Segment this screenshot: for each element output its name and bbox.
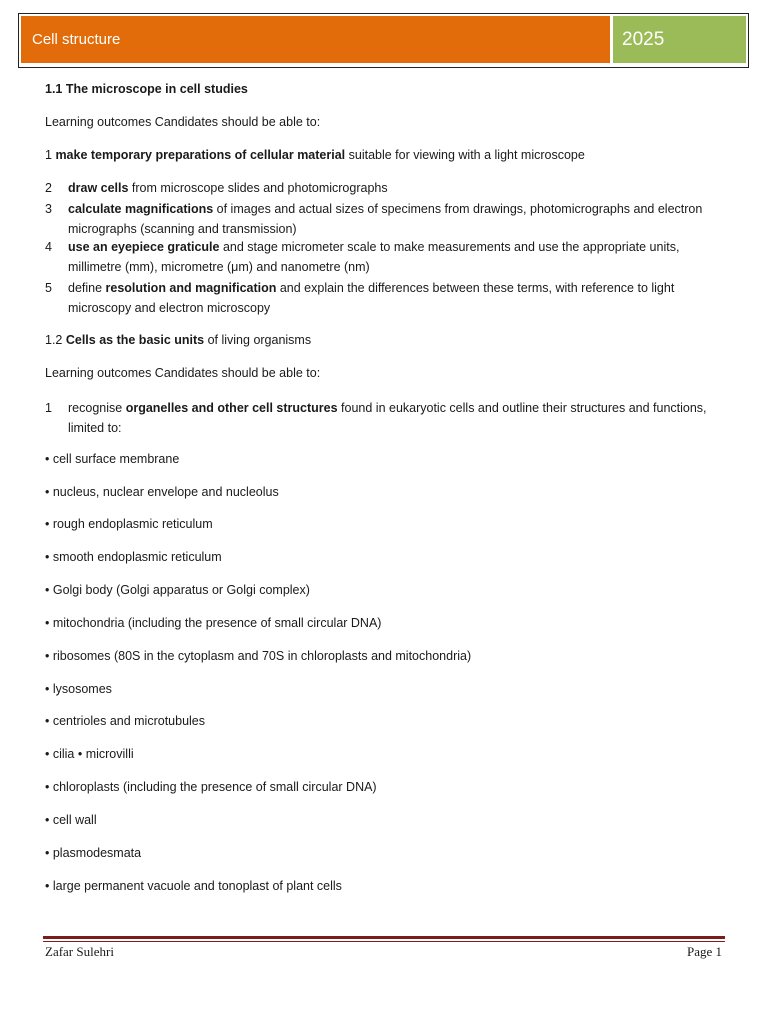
bullet-item: • centrioles and microtubules [45, 714, 206, 728]
outcome-item: 5 define resolution and magnification and explain the differences between these terms, with reference to light microscopy and electron microscopy [45, 281, 675, 315]
bullet-item: • rough endoplasmic reticulum [45, 517, 213, 531]
outcome-item: 1 make temporary preparations of cellular material suitable for viewing with a light microscope [45, 148, 585, 162]
bullet-item: • chloroplasts (including the presence of small circular DNA) [45, 780, 377, 794]
bullet-item: • cell wall [45, 813, 97, 827]
bullet-item: • ribosomes (80S in the cytoplasm and 70S in chloroplasts and mitochondria) [45, 649, 472, 663]
footer-divider [43, 936, 725, 939]
learning-outcomes-intro: Learning outcomes Candidates should be able to: [45, 115, 321, 129]
learning-outcomes-intro: Learning outcomes Candidates should be able to: [45, 366, 321, 380]
bullet-item: • cilia • microvilli [45, 747, 134, 761]
section-heading: 1.2 Cells as the basic units of living organisms [45, 333, 312, 347]
outcome-item: 3 calculate magnifications of images and actual sizes of specimens from drawings, photomicrographs and electron micrographs (scanning and transmission) [45, 202, 703, 236]
bullet-item: • large permanent vacuole and tonoplast of plant cells [45, 879, 342, 893]
bullet-item: • cell surface membrane [45, 452, 180, 466]
footer-divider-thin [43, 941, 725, 942]
outcome-item: 2 draw cells from microscope slides and photomicrographs [45, 181, 388, 195]
bullet-item: • Golgi body (Golgi apparatus or Golgi complex) [45, 583, 310, 597]
page-number: Page 1 [686, 944, 722, 959]
bullet-item: • plasmodesmata [45, 846, 142, 860]
bullet-item: • nucleus, nuclear envelope and nucleolus [45, 485, 279, 499]
bullet-item: • smooth endoplasmic reticulum [45, 550, 222, 564]
footer-author: Zafar Sulehri [45, 944, 114, 959]
outcome-item: 1 recognise organelles and other cell structures found in eukaryotic cells and outline their structures and functions, limited to: [45, 401, 707, 435]
section-heading: 1.1 The microscope in cell studies [45, 82, 248, 96]
document-title: Cell structure [21, 16, 610, 63]
outcome-item: 4 use an eyepiece graticule and stage micrometer scale to make measurements and use the appropriate units, millimetre (mm), micrometre (μm) and nanometre (nm) [45, 240, 680, 274]
year-badge: 2025 [613, 16, 746, 63]
bullet-item: • lysosomes [45, 682, 112, 696]
bullet-item: • mitochondria (including the presence of small circular DNA) [45, 616, 382, 630]
